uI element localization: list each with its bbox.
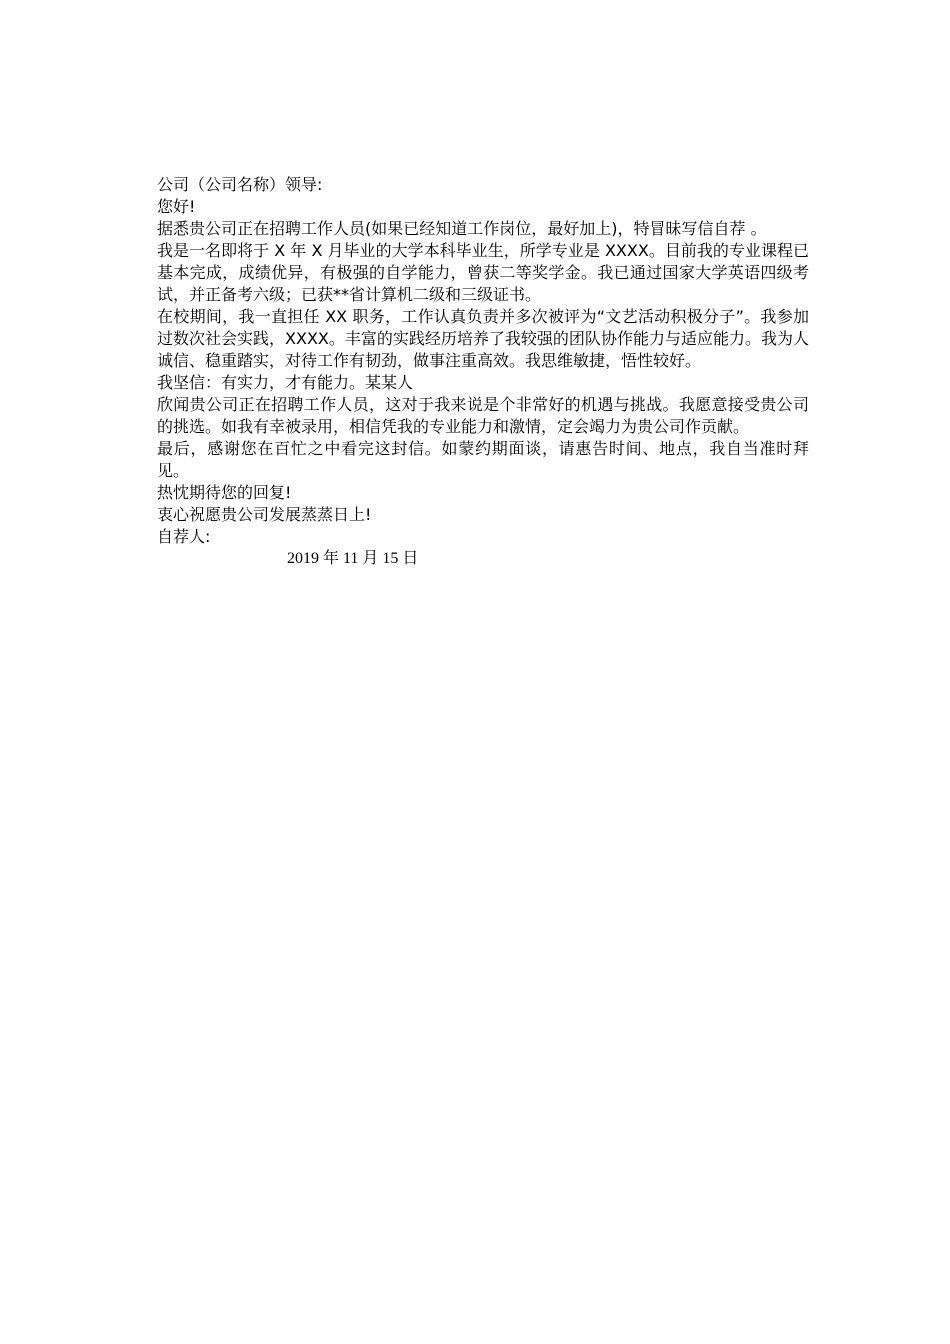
belief-line: 我坚信：有实力，才有能力。某某人 [157, 373, 414, 392]
greeting: 您好! [157, 197, 196, 216]
cover-letter [157, 174, 809, 570]
signature-label: 自荐人: [157, 527, 211, 546]
experience-paragraph: 在校期间，我一直担任 XX 职务，工作认真负责并多次被评为“文艺活动积极分子”。我参加过数次社会实践，XXXX。丰富的实践经历培养了我较强的团队协作能力与适应能力。我为人诚信、稳重踏实，对待工作有韧劲，做事注重高效。我思维敏捷，悟性较好。 [157, 307, 809, 370]
closing-paragraph: 最后，感谢您在百忙之中看完这封信。如蒙约期面谈，请惠告时间、地点，我自当准时拜见。 [157, 439, 809, 480]
intro-paragraph: 据悉贵公司正在招聘工作人员(如果已经知道工作岗位，最好加上)，特冒昧写信自荐 。 [157, 219, 767, 238]
wishes-line: 衷心祝愿贵公司发展蒸蒸日上! [157, 505, 372, 524]
opportunity-paragraph: 欣闻贵公司正在招聘工作人员，这对于我来说是个非常好的机遇与挑战。我愿意接受贵公司的挑选。如我有幸被录用，相信凭我的专业能力和激情，定会竭力为贵公司作贡献。 [157, 395, 809, 436]
salutation: 公司（公司名称）领导: [157, 175, 323, 194]
education-paragraph: 我是一名即将于 X 年 X 月毕业的大学本科毕业生，所学专业是 XXXX。目前我的专业课程已基本完成，成绩优异，有极强的自学能力，曾获二等奖学金。我已通过国家大学英语四级考试，并正备考六级；已获**省计算机二级和三级证书。 [157, 241, 809, 304]
letter-date: 2019 年 11 月 15 日 [287, 550, 419, 567]
expect-reply-line: 热忱期待您的回复! [157, 483, 292, 502]
